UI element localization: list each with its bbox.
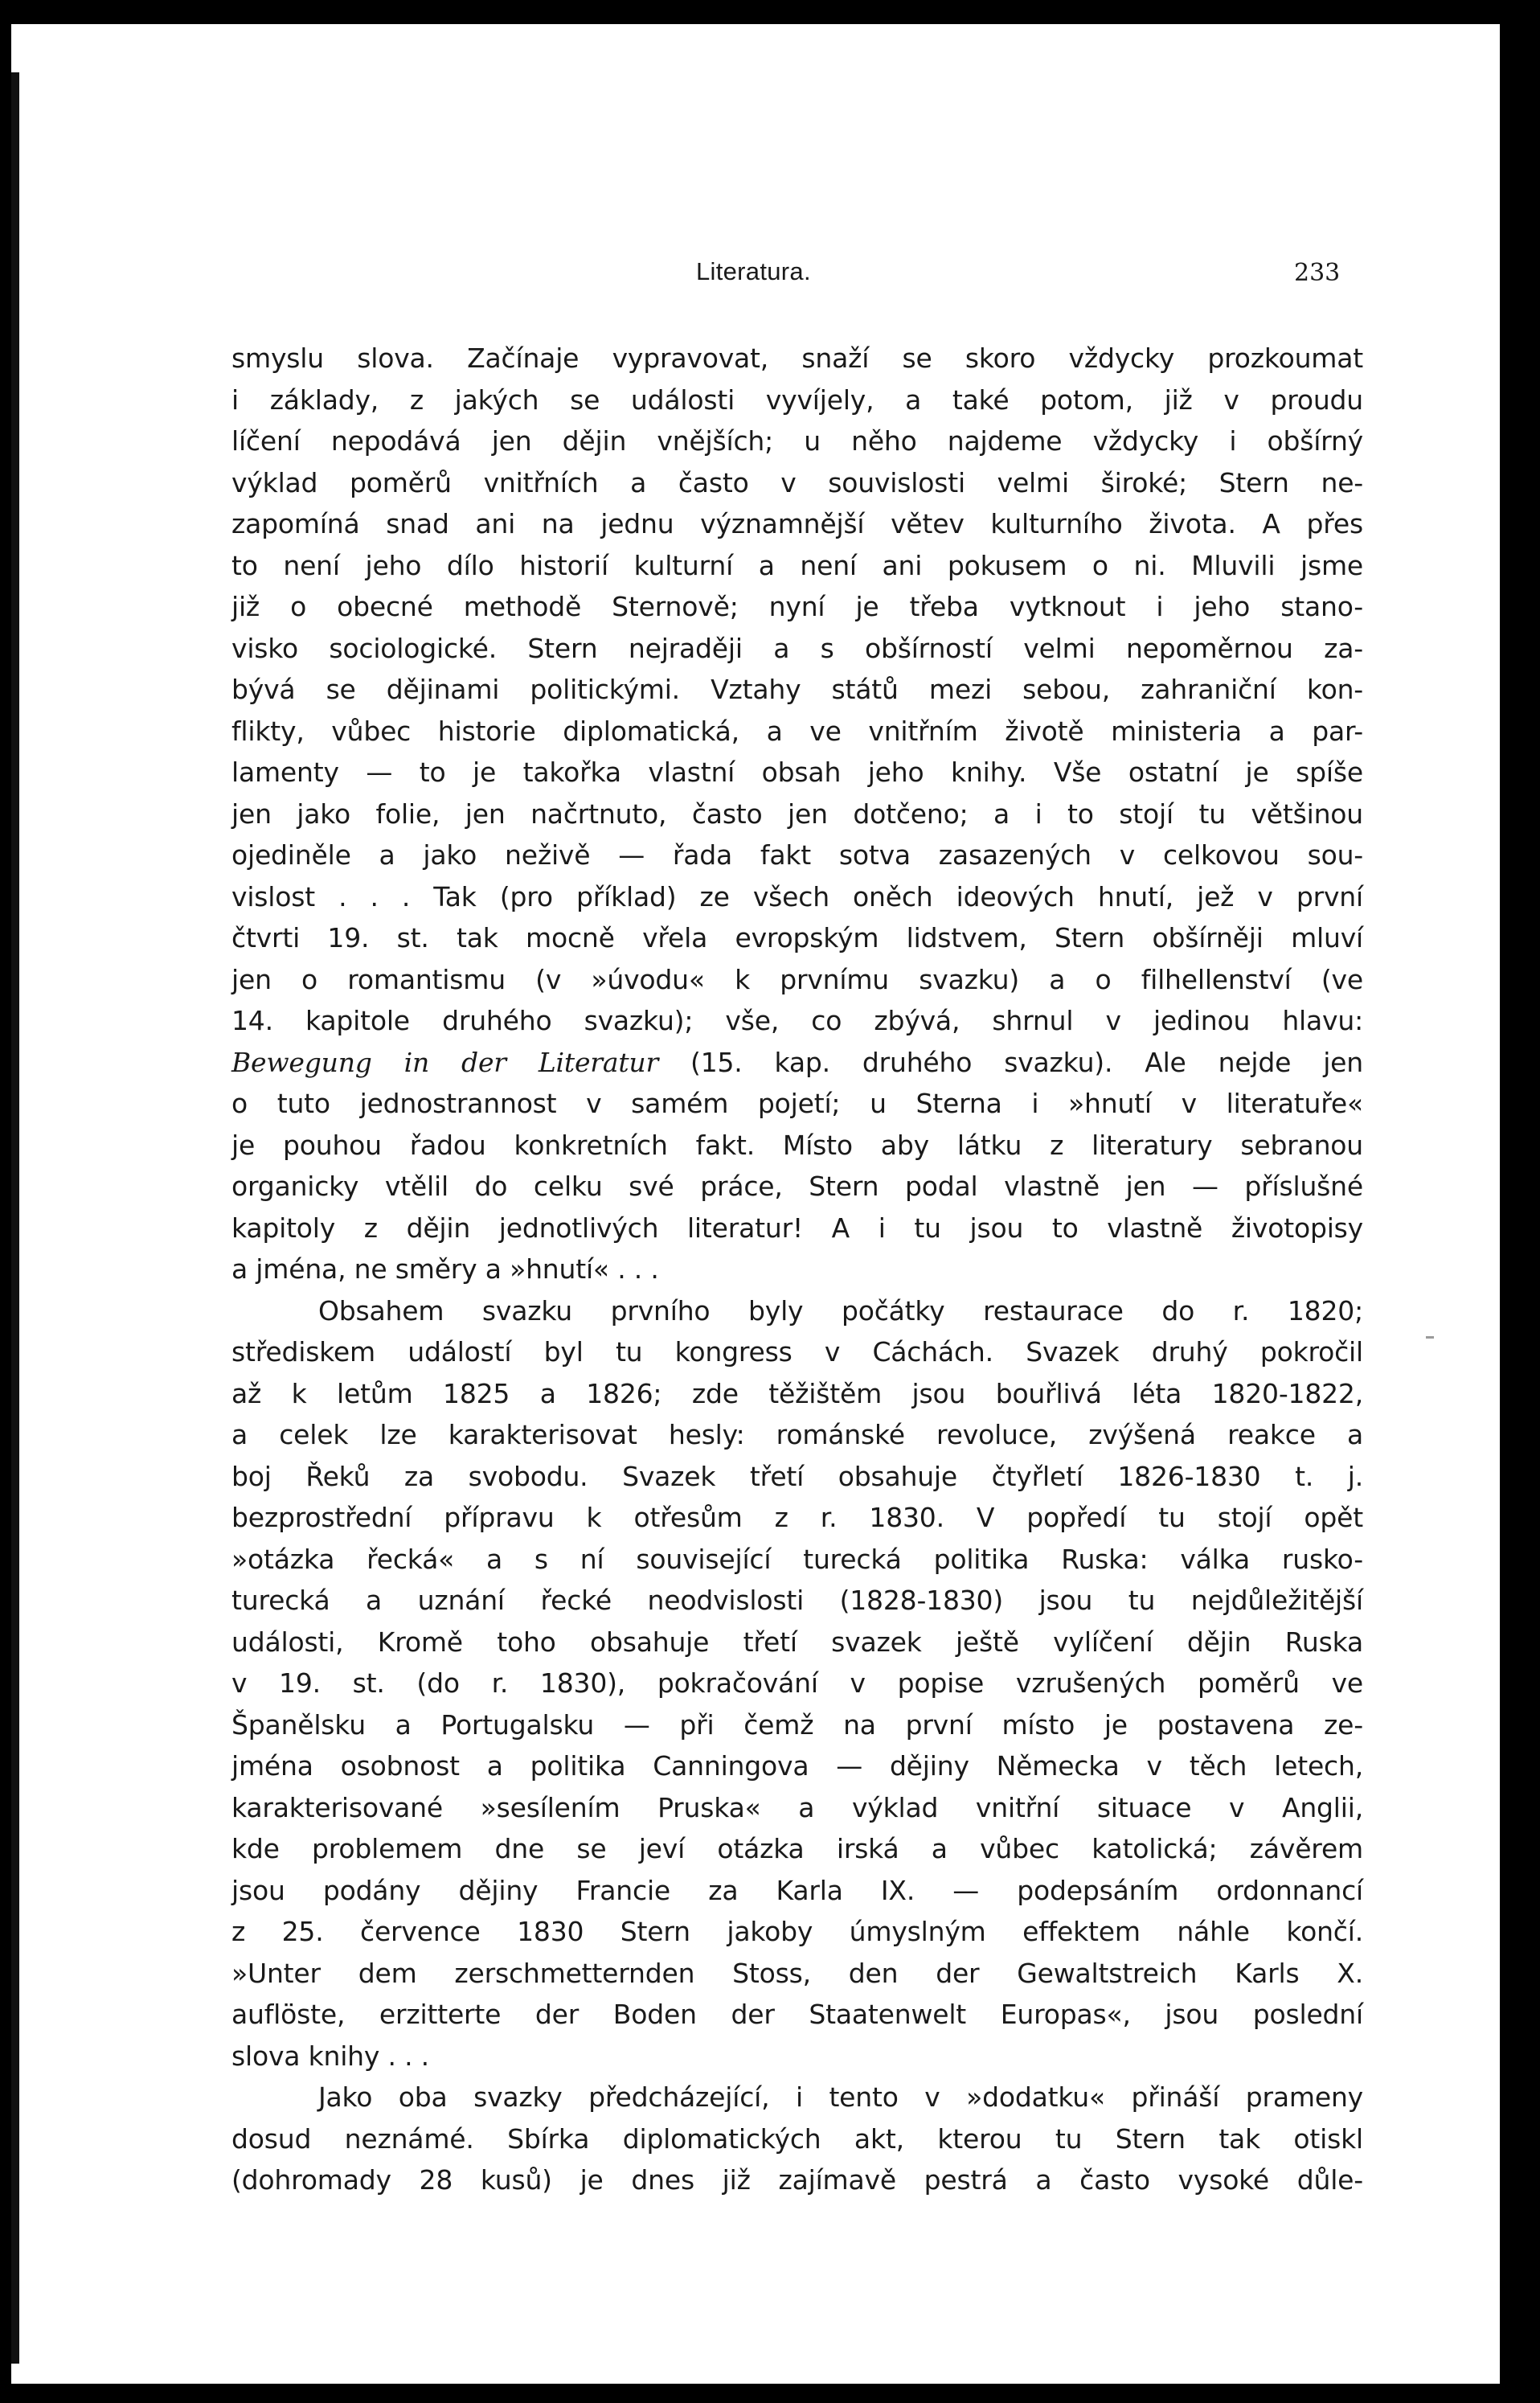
text-line: dosud neznámé. Sbírka diplomatických akt, kterou tu Stern tak otiskl xyxy=(231,2122,1363,2155)
text-line: smyslu slova. Začínaje vypravovat, snaží se skoro vždycky prozkoumat xyxy=(231,342,1363,374)
paragraph-start-line: Jako oba svazky předcházející, i tento v »dodatku« přináší prameny xyxy=(318,2081,1363,2113)
paragraph-start-line: Obsahem svazku prvního byly počátky restaurace do r. 1820; xyxy=(318,1294,1363,1327)
text-line: visko sociologické. Stern nejraději a s obšírností velmi nepoměrnou za- xyxy=(231,632,1363,664)
text-line: boj Řeků za svobodu. Svazek třetí obsahuje čtyřletí 1826-1830 t. j. xyxy=(231,1460,1363,1492)
book-page xyxy=(11,24,1500,2384)
text-line: události, Kromě toho obsahuje třetí svazek ještě vylíčení dějin Ruska xyxy=(231,1626,1363,1658)
text-line: kde problemem dne se jeví otázka irská a vůbec katolická; závěrem xyxy=(231,1833,1363,1864)
text-line: turecká a uznání řecké neodvislosti (1828-1830) jsou tu nejdůležitější xyxy=(231,1585,1363,1616)
text-line: ojediněle a jako neživě — řada fakt sotva zasazených v celkovou sou- xyxy=(231,839,1363,871)
text-line: výklad poměrů vnitřních a často v souvislosti velmi široké; Stern ne- xyxy=(231,466,1363,498)
text-line: »Unter dem zerschmetternden Stoss, den der Gewaltstreich Karls X. xyxy=(231,1957,1363,1989)
text-line: »otázka řecká« a s ní související turecká politika Ruska: válka rusko- xyxy=(231,1543,1363,1575)
text-line: slova knihy . . . xyxy=(231,2040,429,2072)
text-line: Španělsku a Portugalsku — při čemž na první místo je postavena ze- xyxy=(231,1708,1363,1741)
text-line: o tuto jednostrannost v samém pojetí; u Sterna i »hnutí v literatuře« xyxy=(231,1088,1363,1119)
print-speck xyxy=(1426,1336,1434,1339)
text-line: jsou podány dějiny Francie za Karla IX. — podepsáním ordonnancí xyxy=(231,1874,1363,1906)
text-line: vislost . . . Tak (pro příklad) ze všech oněch ideových hnutí, jež v první xyxy=(231,880,1363,912)
text-line: auflöste, erzitterte der Boden der Staatenwelt Europas«, jsou poslední xyxy=(231,1999,1363,2030)
text-line: organicky vtělil do celku své práce, Stern podal vlastně jen — příslušné xyxy=(231,1171,1363,1202)
text-line: flikty, vůbec historie diplomatická, a ve vnitřním životě ministeria a par- xyxy=(231,715,1363,747)
text-line: bývá se dějinami politickými. Vztahy států mezi sebou, zahraniční kon- xyxy=(231,674,1363,705)
running-title: Literatura. xyxy=(696,257,811,285)
text-line-with-title xyxy=(231,1042,1363,1084)
italic-book-title: Bewegung in der Literatur xyxy=(231,1046,659,1078)
text-line: střediskem událostí byl tu kongress v Cáchách. Svazek druhý pokročil xyxy=(231,1336,1363,1368)
text-line: jen jako folie, jen načrtnuto, často jen dotčeno; a i to stojí tu většinou xyxy=(231,798,1363,830)
text-line: z 25. července 1830 Stern jakoby úmyslným effektem náhle končí. xyxy=(231,1916,1363,1947)
text-line: kapitoly z dějin jednotlivých literatur! A i tu jsou to vlastně životopisy xyxy=(231,1212,1363,1244)
text-line-rest: (15. kap. druhého svazku). Ale nejde jen xyxy=(690,1046,1364,1078)
page-number: 233 xyxy=(1294,259,1341,287)
text-line: a celek lze karakterisovat hesly: románské revoluce, zvýšená reakce a xyxy=(231,1419,1363,1450)
text-line: až k letům 1825 a 1826; zde těžištěm jsou bouřlivá léta 1820-1822, xyxy=(231,1377,1363,1409)
text-line: zapomíná snad ani na jednu významnější větev kulturního života. A přes xyxy=(231,508,1363,539)
text-line: již o obecné methodě Sternově; nyní je třeba vytknout i jeho stano- xyxy=(231,591,1363,622)
text-line: líčení nepodává jen dějin vnějších; u něho najdeme vždycky i obšírný xyxy=(231,425,1363,457)
text-line: čtvrti 19. st. tak mocně vřela evropským lidstvem, Stern obšírněji mluví xyxy=(231,922,1363,953)
text-line: karakterisované »sesílením Pruska« a výklad vnitřní situace v Anglii, xyxy=(231,1791,1363,1823)
text-line: v 19. st. (do r. 1830), pokračování v popise vzrušených poměrů ve xyxy=(231,1667,1363,1699)
text-line: bezprostřední přípravu k otřesům z r. 1830. V popředí tu stojí opět xyxy=(231,1502,1363,1533)
text-line: jména osobnost a politika Canningova — dějiny Německa v těch letech, xyxy=(231,1750,1363,1782)
text-line: to není jeho dílo historií kulturní a není ani pokusem o ni. Mluvili jsme xyxy=(231,549,1363,581)
text-line: a jména, ne směry a »hnutí« . . . xyxy=(231,1253,659,1285)
page-binding-edge xyxy=(11,72,19,2364)
text-line: je pouhou řadou konkretních fakt. Místo aby látku z literatury sebranou xyxy=(231,1129,1363,1161)
text-line: i základy, z jakých se události vyvíjely, a také potom, již v proudu xyxy=(231,383,1363,416)
text-line: 14. kapitole druhého svazku); vše, co zbývá, shrnul v jedinou hlavu: xyxy=(231,1005,1363,1036)
text-line: jen o romantismu (v »úvodu« k prvnímu svazku) a o filhellenství (ve xyxy=(231,963,1363,995)
text-line: lamenty — to je takořka vlastní obsah jeho knihy. Vše ostatní je spíše xyxy=(231,757,1363,788)
body-text xyxy=(231,338,1363,2201)
text-line: (dohromady 28 kusů) je dnes již zajímavě pestrá a často vysoké důle- xyxy=(231,2164,1363,2196)
